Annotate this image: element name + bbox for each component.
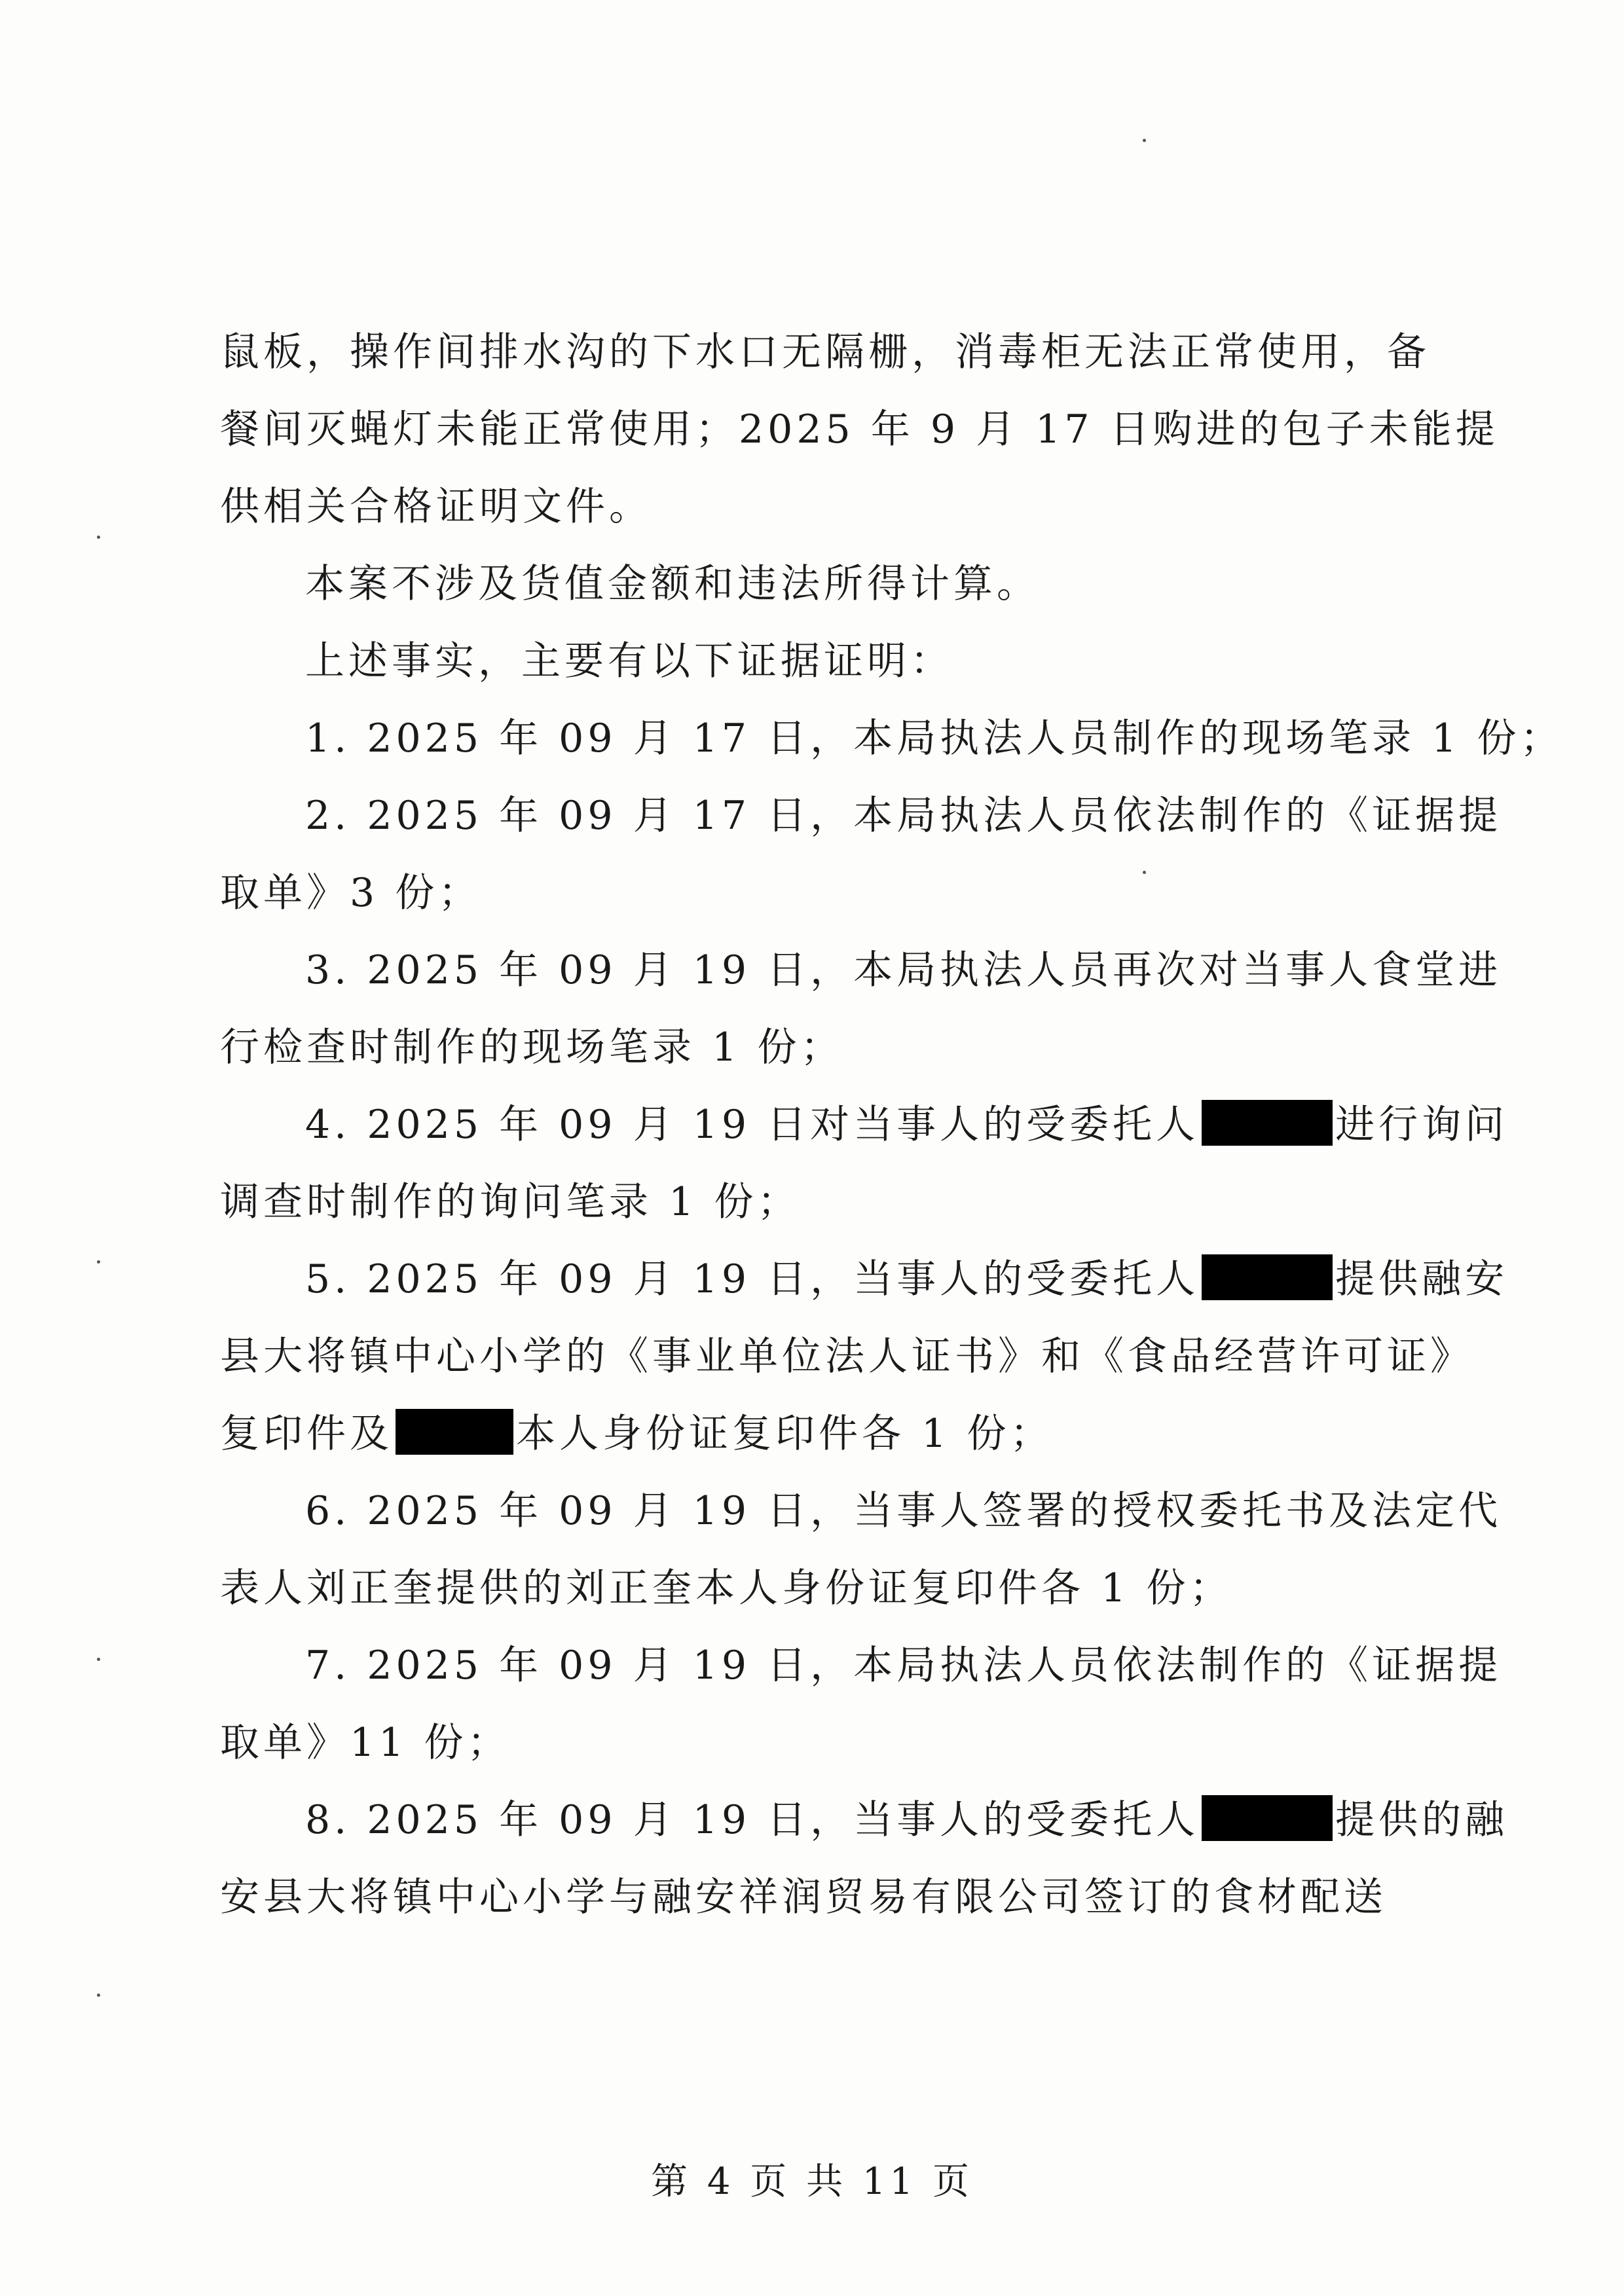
line-text: 供相关合格证明文件。 bbox=[220, 484, 652, 530]
evidence-item-7 bbox=[305, 1639, 1502, 1692]
line-text: 行检查时制作的现场笔录 1 份； bbox=[220, 1025, 844, 1070]
line-text: 餐间灭蝇灯未能正常使用；2025 年 9 月 17 日购进的包子未能提 bbox=[220, 407, 1499, 452]
redaction-bar bbox=[1202, 1100, 1333, 1146]
redaction-bar bbox=[396, 1409, 513, 1455]
evidence-item-3 bbox=[305, 944, 1502, 996]
paragraph-line bbox=[220, 1330, 1473, 1383]
paragraph-line bbox=[220, 1176, 1425, 1228]
page-footer: 第 4 页 共 11 页 bbox=[651, 2160, 973, 2203]
line-text: 取单》3 份； bbox=[220, 870, 482, 916]
paragraph-line bbox=[220, 1717, 1425, 1769]
evidence-item-4 bbox=[305, 1099, 1509, 1151]
line-text: 8. 2025 年 09 月 19 日，当事人的受委托人 bbox=[305, 1797, 1200, 1843]
line-text: 县大将镇中心小学的《事业单位法人证书》和《食品经营许可证》 bbox=[220, 1334, 1473, 1379]
line-text: 本人身份证复印件各 1 份； bbox=[516, 1411, 1054, 1457]
paragraph-line bbox=[220, 1408, 1425, 1460]
line-text: 1. 2025 年 09 月 17 日，本局执法人员制作的现场笔录 1 份； bbox=[305, 716, 1564, 761]
paragraph-line bbox=[305, 558, 1425, 610]
paragraph-line bbox=[220, 481, 1425, 533]
evidence-item-5 bbox=[305, 1253, 1509, 1305]
evidence-item-2 bbox=[305, 790, 1502, 842]
line-text: 进行询问 bbox=[1335, 1102, 1509, 1148]
scan-speck bbox=[1143, 139, 1146, 142]
paragraph-line bbox=[220, 1871, 1425, 1923]
line-text: 取单》11 份； bbox=[220, 1720, 511, 1766]
paragraph-line bbox=[220, 1562, 1425, 1614]
scan-speck bbox=[97, 536, 100, 539]
line-text: 4. 2025 年 09 月 19 日对当事人的受委托人 bbox=[305, 1102, 1200, 1148]
line-text: 上述事实，主要有以下证据证明： bbox=[305, 638, 953, 684]
line-text: 复印件及 bbox=[220, 1411, 393, 1457]
evidence-item-1 bbox=[305, 712, 1564, 765]
line-text: 调查时制作的询问笔录 1 份； bbox=[220, 1179, 801, 1225]
scan-speck bbox=[97, 1260, 100, 1264]
paragraph-line bbox=[220, 1021, 1425, 1074]
line-text: 提供融安 bbox=[1335, 1256, 1509, 1302]
evidence-item-8 bbox=[305, 1794, 1509, 1846]
scan-speck bbox=[97, 1658, 100, 1661]
paragraph-line bbox=[305, 635, 1425, 687]
line-text: 3. 2025 年 09 月 19 日，本局执法人员再次对当事人食堂进 bbox=[305, 947, 1502, 993]
scan-speck bbox=[1143, 871, 1146, 874]
paragraph-line bbox=[220, 867, 1425, 919]
line-text: 安县大将镇中心小学与融安祥润贸易有限公司签订的食材配送 bbox=[220, 1874, 1387, 1920]
line-text: 5. 2025 年 09 月 19 日，当事人的受委托人 bbox=[305, 1256, 1200, 1302]
line-text: 本案不涉及货值金额和违法所得计算。 bbox=[305, 561, 1040, 607]
redaction-bar bbox=[1202, 1795, 1333, 1841]
line-text: 表人刘正奎提供的刘正奎本人身份证复印件各 1 份； bbox=[220, 1565, 1233, 1611]
line-text: 7. 2025 年 09 月 19 日，本局执法人员依法制作的《证据提 bbox=[305, 1643, 1502, 1688]
scan-speck bbox=[97, 1994, 100, 1997]
line-text: 6. 2025 年 09 月 19 日，当事人签署的授权委托书及法定代 bbox=[305, 1488, 1502, 1534]
line-text: 鼠板，操作间排水沟的下水口无隔栅，消毒柜无法正常使用，备 bbox=[220, 329, 1430, 375]
line-text: 2. 2025 年 09 月 17 日，本局执法人员依法制作的《证据提 bbox=[305, 793, 1502, 839]
line-text: 提供的融 bbox=[1335, 1797, 1509, 1843]
redaction-bar bbox=[1202, 1254, 1333, 1300]
evidence-item-6 bbox=[305, 1485, 1502, 1537]
paragraph-line bbox=[220, 326, 1430, 378]
paragraph-line bbox=[220, 403, 1499, 456]
